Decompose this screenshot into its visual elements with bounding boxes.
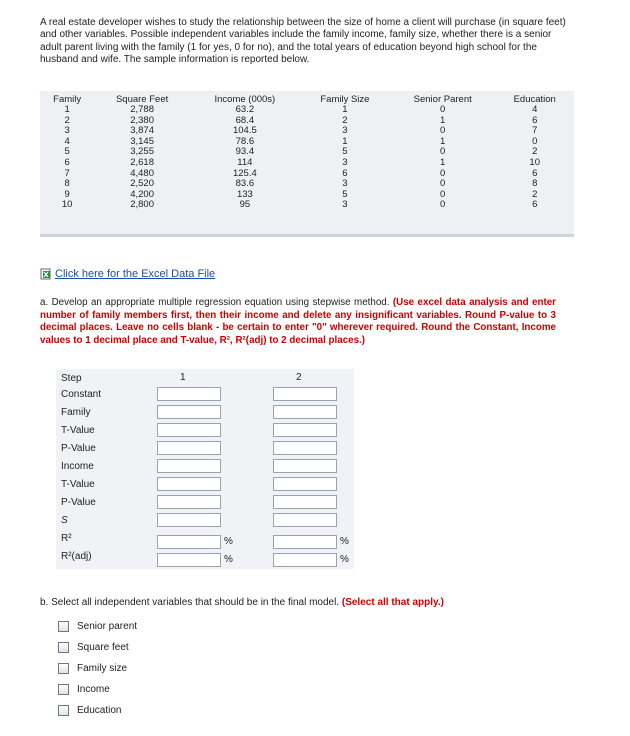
table-cell: 2,800 <box>130 199 154 211</box>
s-step2-input[interactable] <box>273 513 337 527</box>
col-education: Education <box>513 94 556 105</box>
table-cell: 3 <box>342 178 348 190</box>
family-step1-input[interactable] <box>157 405 221 419</box>
family-tvalue-step2-input[interactable] <box>273 423 337 437</box>
table-cell: 1 <box>342 104 348 115</box>
table-row <box>40 147 574 158</box>
option-family-size-label: Family size <box>77 663 128 674</box>
table-cell: 0 <box>440 146 446 158</box>
table-cell: 125.4 <box>232 167 257 179</box>
table-cell: 0 <box>440 125 446 137</box>
row-label-income-pvalue: P-Value <box>61 497 96 508</box>
table-cell: 2 <box>342 114 348 126</box>
checkbox-square-feet[interactable] <box>58 642 69 653</box>
table-cell: 133 <box>236 188 253 200</box>
r2adj-step1-percent: % <box>224 554 233 565</box>
income-pvalue-step1-input[interactable] <box>157 495 221 509</box>
table-cell: 4 <box>64 135 70 147</box>
table-cell: 3 <box>342 125 348 137</box>
table-cell: 10 <box>529 156 540 168</box>
table-cell: 8 <box>532 178 538 190</box>
row-label-income-tvalue: T-Value <box>61 479 95 490</box>
table-row <box>40 126 574 137</box>
row-label-r2: R² <box>61 533 72 544</box>
table-cell: 0 <box>440 199 446 211</box>
family-step2-input[interactable] <box>273 405 337 419</box>
row-label-family-pvalue: P-Value <box>61 443 96 454</box>
table-cell: 4,480 <box>130 167 154 179</box>
table-cell: 3 <box>64 125 70 137</box>
table-cell: 0 <box>440 188 446 200</box>
excel-file-icon <box>40 268 52 280</box>
table-row <box>40 105 574 116</box>
table-cell: 3 <box>342 199 348 211</box>
table-cell: 4 <box>532 104 538 115</box>
r2-step1-percent: % <box>224 536 233 547</box>
table-cell: 5 <box>342 146 348 158</box>
income-step2-input[interactable] <box>273 459 337 473</box>
table-row <box>40 200 574 211</box>
r2-step2-input[interactable] <box>273 535 337 549</box>
table-row <box>40 169 574 180</box>
constant-step2-input[interactable] <box>273 387 337 401</box>
checkbox-senior-parent[interactable] <box>58 621 69 632</box>
table-row <box>40 137 574 148</box>
table-cell: 4,200 <box>130 188 154 200</box>
table-cell: 0 <box>440 167 446 179</box>
table-cell: 2,618 <box>130 156 154 168</box>
family-pvalue-step1-input[interactable] <box>157 441 221 455</box>
table-cell: 2,788 <box>130 104 154 115</box>
question-b-lead: b. Select all independent variables that should be in the final model. <box>40 597 340 608</box>
col-senior-parent: Senior Parent <box>413 94 472 105</box>
r2adj-step2-percent: % <box>340 554 349 565</box>
table-cell: 68.4 <box>235 114 255 126</box>
row-label-s: S <box>61 515 68 526</box>
data-table <box>40 94 574 211</box>
step-col-1: 1 <box>180 372 186 383</box>
option-family-size[interactable] <box>58 663 127 674</box>
table-cell: 10 <box>61 199 73 211</box>
step-label: Step <box>61 373 82 384</box>
table-cell: 1 <box>342 135 348 147</box>
checkbox-income[interactable] <box>58 684 69 695</box>
checkbox-education[interactable] <box>58 705 69 716</box>
table-cell: 78.6 <box>235 135 255 147</box>
option-senior-parent[interactable] <box>58 621 137 632</box>
question-b-text <box>40 597 444 608</box>
option-education[interactable] <box>58 705 121 716</box>
family-pvalue-step2-input[interactable] <box>273 441 337 455</box>
s-step1-input[interactable] <box>157 513 221 527</box>
r2-step2-percent: % <box>340 536 349 547</box>
table-row <box>40 158 574 169</box>
table-cell: 1 <box>64 104 70 115</box>
col-family: Family <box>53 94 82 105</box>
table-cell: 2 <box>532 188 538 200</box>
table-cell: 7 <box>532 125 538 137</box>
table-cell: 95 <box>239 199 251 211</box>
income-pvalue-step2-input[interactable] <box>273 495 337 509</box>
table-cell: 0 <box>440 104 446 115</box>
income-tvalue-step2-input[interactable] <box>273 477 337 491</box>
row-label-family-tvalue: T-Value <box>61 425 95 436</box>
table-cell: 0 <box>440 178 446 190</box>
table-cell: 7 <box>64 167 70 179</box>
problem-intro: A real estate developer wishes to study the relationship between the size of home a client will purchase (in square feet) and other variables. Possible independent variables include the family income, family size, whether there is a senior adult parent living with the family (1 for yes, 0 for no), and the total years of education beyond high school for the husband and wife. The sample information is reported below. <box>40 17 566 66</box>
table-cell: 83.6 <box>235 178 255 190</box>
question-a-instruction: (Use excel data analysis and enter number of family members first, then their income and delete any insignificant variables. Round P-value to 3 decimal places. Leave no cells blank - be certain to enter "0" wherever required. Round the Constant, Income values to 1 decimal place and T-value, R², R²(adj) to 2 decimal places.) <box>40 297 556 346</box>
table-cell: 104.5 <box>232 125 257 137</box>
data-table-container <box>40 91 574 237</box>
table-cell: 3 <box>342 156 348 168</box>
option-square-feet-label: Square feet <box>77 642 129 653</box>
r2-adj-step2-input[interactable] <box>273 553 337 567</box>
col-income: Income (000s) <box>214 94 276 105</box>
constant-step1-input[interactable] <box>157 387 221 401</box>
table-cell: 1 <box>440 135 446 147</box>
row-label-constant: Constant <box>61 389 102 400</box>
table-cell: 1 <box>440 156 446 168</box>
table-cell: 5 <box>342 188 348 200</box>
option-square-feet[interactable] <box>58 642 129 653</box>
data-table-body <box>40 105 574 211</box>
table-row <box>40 116 574 127</box>
table-cell: 8 <box>64 178 70 190</box>
family-tvalue-step1-input[interactable] <box>157 423 221 437</box>
table-cell: 6 <box>532 199 538 211</box>
table-row <box>40 190 574 201</box>
row-label-income: Income <box>61 461 94 472</box>
checkbox-family-size[interactable] <box>58 663 69 674</box>
table-cell: 3,255 <box>130 146 154 158</box>
col-family-size: Family Size <box>320 94 370 105</box>
r2-step1-input[interactable] <box>157 535 221 549</box>
table-cell: 2,380 <box>130 114 154 126</box>
table-cell: 63.2 <box>235 104 255 115</box>
table-cell: 9 <box>64 188 70 200</box>
table-cell: 114 <box>237 156 253 168</box>
table-cell: 3,145 <box>130 135 154 147</box>
step-col-2: 2 <box>296 372 302 383</box>
table-cell: 1 <box>440 114 446 126</box>
r2-adj-step1-input[interactable] <box>157 553 221 567</box>
option-senior-parent-label: Senior parent <box>77 621 138 632</box>
row-label-r2-adj: R²(adj) <box>61 551 92 562</box>
question-a-text <box>40 297 556 347</box>
option-income[interactable] <box>58 684 110 695</box>
table-cell: 6 <box>64 156 70 168</box>
table-cell: 2 <box>532 146 538 158</box>
table-cell: 6 <box>532 167 538 179</box>
income-tvalue-step1-input[interactable] <box>157 477 221 491</box>
table-cell: 2 <box>64 114 70 126</box>
table-cell: 3,874 <box>130 125 154 137</box>
table-row <box>40 179 574 190</box>
option-income-label: Income <box>77 684 110 695</box>
income-step1-input[interactable] <box>157 459 221 473</box>
row-label-family: Family <box>61 407 91 418</box>
excel-link-row[interactable] <box>40 268 215 280</box>
question-a-lead: a. Develop an appropriate multiple regression equation using stepwise method. <box>40 297 390 308</box>
question-b-instruction: (Select all that apply.) <box>341 597 444 608</box>
col-square-feet: Square Feet <box>115 94 169 105</box>
excel-data-link[interactable]: Click here for the Excel Data File <box>55 268 216 280</box>
table-cell: 2,520 <box>130 178 154 190</box>
option-education-label: Education <box>77 705 122 716</box>
table-cell: 93.4 <box>235 146 255 158</box>
table-cell: 5 <box>64 146 70 158</box>
table-cell: 0 <box>532 135 538 147</box>
table-cell: 6 <box>532 114 538 126</box>
table-cell: 6 <box>342 167 348 179</box>
data-table-header <box>40 94 574 105</box>
